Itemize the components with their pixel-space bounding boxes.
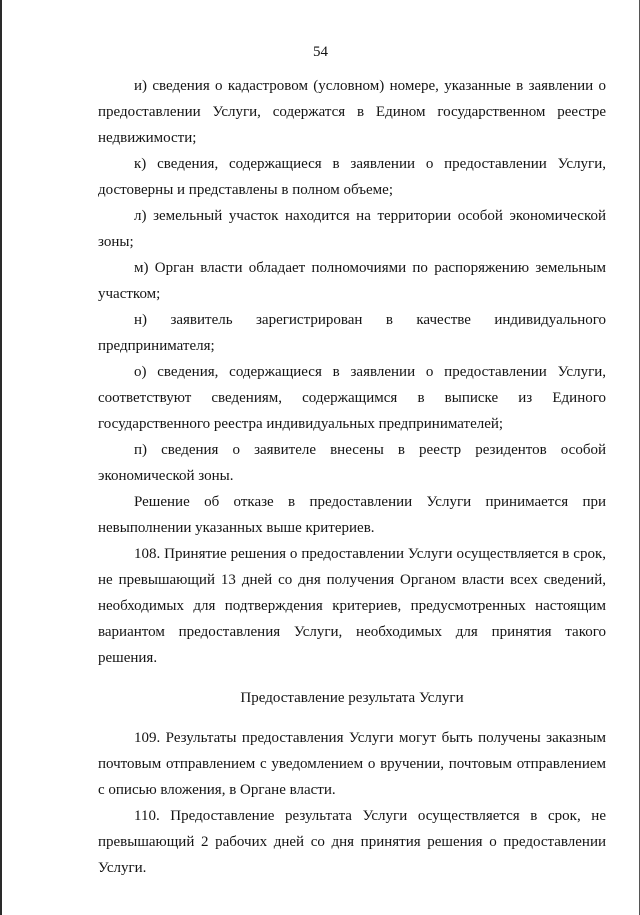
paragraph-refusal: Решение об отказе в предоставлении Услуги принимается при невыполнении указанных выше критериев. [98,494,606,536]
section-heading: Предоставление результата Услуги [240,690,464,706]
paragraph-criterion-m: м) Орган власти обладает полномочиями по распоряжению земельным участком; [98,260,606,302]
paragraph-criterion-n: н) заявитель зарегистрирован в качестве индивидуального предпринимателя; [98,312,606,354]
paragraph-criterion-i: и) сведения о кадастровом (условном) номере, указанные в заявлении о предоставлении Услуги, содержатся в Едином государственном реестре недвижимости; [98,78,606,146]
paragraph-criterion-p: п) сведения о заявителе внесены в реестр резидентов особой экономической зоны. [98,442,606,484]
paragraph-criterion-l: л) земельный участок находится на территории особой экономической зоны; [98,208,606,250]
paragraph-criterion-k: к) сведения, содержащиеся в заявлении о предоставлении Услуги, достоверны и представлены в полном объеме; [98,156,606,198]
paragraph-criterion-o: о) сведения, содержащиеся в заявлении о предоставлении Услуги, соответствуют сведениям, содержащимся в выписке из Единого государственного реестра индивидуальных предпринимателей; [98,364,606,432]
page-number: 54 [313,44,328,60]
paragraph-110: 110. Предоставление результата Услуги осуществляется в срок, не превышающий 2 рабочих дней со дня принятия решения о предоставлении Услуги. [98,808,606,876]
paragraph-108: 108. Принятие решения о предоставлении Услуги осуществляется в срок, не превышающий 13 дней со дня получения Органом власти всех сведений, необходимых для подтверждения критериев, предусмотренных настоящим вариантом предоставления Услуги, необходимых для принятия такого решения. [98,546,606,666]
document-body [98,73,606,881]
paragraph-109: 109. Результаты предоставления Услуги могут быть получены заказным почтовым отправлением с уведомлением о вручении, почтовым отправлением с описью вложения, в Органе власти. [98,730,606,798]
